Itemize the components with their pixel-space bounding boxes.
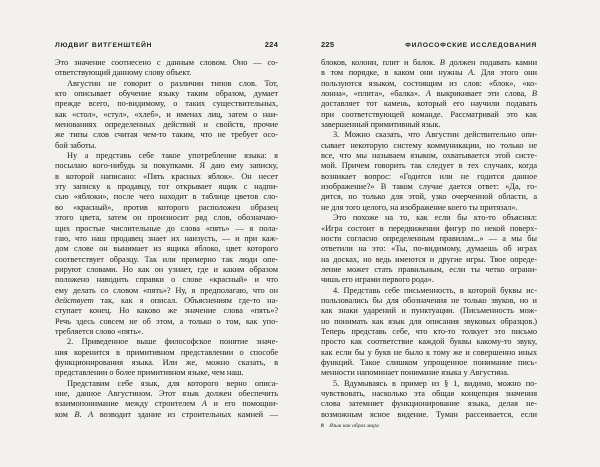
- text-line: Августин не говорит о различии типов слов. Тот,: [67, 78, 278, 88]
- page-number-right: 225: [321, 40, 335, 49]
- text-line: во «красный», против которого расположен образец: [55, 202, 278, 212]
- text-line: Представим себе язык, для которого верно описа-: [67, 378, 278, 388]
- text-line: как если бы у букв не было к тому же и совершенно иных: [321, 347, 537, 357]
- text-line: блоков, колонн, плит и балок. В должен подавать камни: [321, 58, 538, 67]
- text-line: при соответствующей команде. Рассматривай это как: [321, 109, 537, 119]
- text-line: не для того целого, на изображение коего ты притязал».: [321, 202, 518, 212]
- text-line: лонна», «плита», «балка». А выкрикивает эти слова, В: [321, 89, 537, 99]
- text-line: чишь его играми первого рода».: [321, 275, 434, 285]
- text-line: ление может стать правильным, если ты четко ограни-: [321, 264, 537, 274]
- text-line: дится, но только для этой, узко очерченной области, а: [321, 192, 537, 202]
- text-line: пользуются языком, состоящим из слов: «блок», «ко-: [321, 78, 537, 88]
- text-line: менованиях определенных действий и свойств, прочие: [55, 120, 278, 130]
- running-head-left: [55, 40, 278, 50]
- text-line: как знаки ударений и пунктуации. (Письменность мож-: [321, 306, 537, 316]
- text-line: в которой написано: «Пять красных яблок». Он несет: [55, 171, 278, 181]
- text-line: соответствует образцу. Так или примерно так люди опе-: [55, 254, 278, 264]
- text-line: функционирования языка. Или же, можно сказать, в: [55, 357, 278, 367]
- text-line: функций. Такое слишком упрощенное понимание пись-: [321, 357, 537, 367]
- text-line: действует так, как я описал. Объяснениям где-то на-: [55, 295, 278, 305]
- text-line: кто описывает обучение языку таким образом, думает: [55, 89, 278, 99]
- text-line: ние, данное Августином. Этот язык должен обеспечить: [55, 389, 278, 398]
- printers-signature-mark: [321, 423, 537, 429]
- text-line: на досках, но ведь имеются и другие игры. Твое опреде-: [321, 254, 537, 264]
- text-line: ступает конец. Но каково же значение слова «пять»?: [55, 306, 278, 316]
- text-line: ему делать со словом «пять»? Ну, я предполагаю, что он: [55, 285, 278, 295]
- text-line: возникает вопрос: «Годится или не годится данное: [321, 171, 537, 181]
- text-line: но понимать как язык для описания звуковых образцов.): [321, 316, 537, 326]
- text-line: бой заботы.: [55, 140, 97, 150]
- text-line: взаимопонимание между строителем А и его помощни-: [55, 399, 278, 409]
- text-line: же типы слов считая чем-то таким, что не требует осо-: [55, 130, 278, 140]
- signature-number: 8: [321, 423, 324, 430]
- text-line: рируют словами. Но как он узнает, где и каким образом: [55, 264, 278, 274]
- text-line: Это значение соотнесено с данным словом. Оно — со-: [55, 58, 278, 67]
- signature-title: Язык как образ мира: [329, 423, 379, 430]
- text-line: Теперь представь себе, что кто-то толкует это письмо: [321, 326, 537, 336]
- text-line: возможным ясное видение. Туман рассеивается, если: [321, 409, 537, 419]
- text-line: как «стол», «стул», «хлеб», и именах лиц, затем о наи-: [55, 109, 278, 119]
- text-line: просто как соответствие каждой буквы какому-то звуку,: [321, 337, 537, 347]
- running-head-right: [321, 40, 537, 50]
- text-line: сывает некоторую систему коммуникации, но только не: [321, 140, 537, 150]
- text-line: Речь здесь совсем не об этом, а только о том, как упо-: [55, 316, 278, 326]
- text-line: прежде всего, по-видимому, о таких существительных,: [55, 99, 278, 109]
- text-line: «Игра состоит в передвижении фигур по некой поверх-: [321, 223, 537, 233]
- text-line: завершенный примитивный язык.: [321, 120, 441, 130]
- page-right: [321, 40, 537, 429]
- text-line: ния коренится в примитивном представлении о способе: [55, 347, 278, 357]
- text-line: все, что мы называем языком, охватывается этой систе-: [321, 151, 537, 161]
- running-head-title: ЛЮДВИГ ВИТГЕНШТЕЙН: [55, 42, 153, 49]
- text-line: эту записку к продавцу, тот открывает ящик с надпи-: [55, 182, 278, 192]
- text-line: 3. Можно сказать, что Августин действительно опи-: [333, 130, 537, 140]
- text-line: положено наводить справки о слове «красный» и что: [55, 275, 278, 285]
- text-line: посылаю кого-нибудь за покупками. Я даю ему записку,: [55, 161, 278, 171]
- page-number-left: 224: [264, 40, 278, 49]
- text-line: ком В. А возводит здание из строительных камней —: [55, 409, 278, 419]
- text-line: сью «яблоки», после чего находит в таблице цветов сло-: [55, 192, 278, 202]
- text-line: ответствующий данному слову объект.: [55, 68, 192, 78]
- text-line: пользовались бы для обозначения не только звуков, но и: [321, 295, 537, 305]
- running-head-title: ФИЛОСОФСКИЕ ИССЛЕДОВАНИЯ: [405, 42, 537, 49]
- text-line: этого цвета, затем он произносит ряд слов, обозначаю-: [55, 213, 278, 223]
- text-line: 2. Приведенное выше философское понятие значе-: [67, 337, 278, 347]
- text-line: Ну а представь себе такое употребление языка: я: [67, 151, 278, 161]
- text-line: щих простые числительные до слова «пять» — я пола-: [55, 223, 278, 233]
- text-line: дом слове он вынимает из ящика яблоко, цвет которого: [55, 244, 278, 254]
- text-line: 4. Представь себе письменность, в которой буквы ис-: [333, 285, 537, 295]
- page-body-left: [55, 58, 278, 420]
- text-line: ответили на это: «Ты, по-видимому, думаешь об играх: [321, 244, 537, 254]
- text-line: чувствовать, насколько эта общая концепция значения: [321, 389, 537, 398]
- text-line: менности напоминает понимание языка у Августина.: [321, 368, 509, 378]
- text-line: доставляет тот камень, который его научили подавать: [321, 99, 537, 109]
- page-left: [55, 40, 278, 420]
- text-line: в том порядке, в каком они нужны А. Для этого они: [321, 68, 537, 78]
- text-line: представлении о более примитивном языке, чем наш.: [55, 368, 244, 378]
- page-body-right: [321, 58, 537, 420]
- text-line: ности согласно определенным правилам...» — а мы бы: [321, 233, 537, 243]
- text-line: изображение?» В таком случае дается ответ: «Да, го-: [321, 182, 537, 192]
- text-line: требляется слово «пять».: [55, 326, 144, 336]
- text-line: гаю, что наш продавец знает их наизусть, — и при каж-: [55, 233, 278, 243]
- text-line: 5. Вдумываясь в пример из § 1, видимо, можно по-: [333, 378, 537, 388]
- text-line: Это похоже на то, как если бы кто-то объяснял:: [333, 213, 537, 223]
- text-line: слова затемняет функционирование языка, делая не-: [321, 399, 537, 409]
- text-line: мой. Причем говорить так следует в тех случаях, когда: [321, 161, 537, 171]
